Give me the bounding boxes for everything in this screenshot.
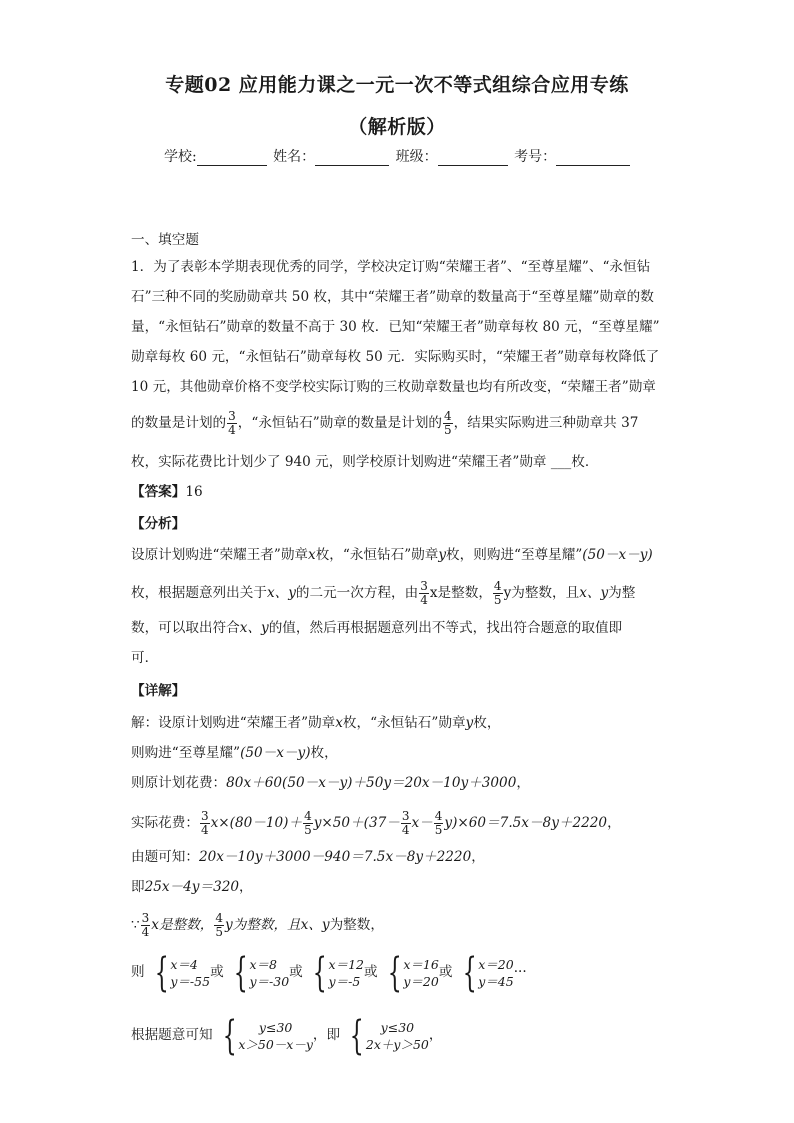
name-blank (315, 151, 389, 166)
answer-value: 16 (185, 484, 203, 500)
analysis-line: 数，可以取出符合x、y的值，然后再根据题意列出不等式，找出符合题意的取值即 (131, 620, 623, 636)
page-subtitle: （解析版） (348, 116, 446, 138)
detail-line: 实际花费： $\frac{3}{4}$ x×(80－10)＋ $\frac{4}{5}$ y×50＋(37－ $\frac{3}{4}$ x－ $\frac{4}{5}$ y)×60＝7.5x－8y＋2220， (131, 809, 621, 837)
fraction: $\frac{3}{4}$ (228, 409, 236, 437)
question-line: 1．为了表彰本学期表现优秀的同学，学校决定订购“荣耀王者”、“至尊星耀”、“永恒钻 (131, 259, 651, 275)
inequality-system: y≤30 2x＋y＞50 (365, 1019, 429, 1052)
fraction: $\frac{4}{5}$ (444, 409, 452, 437)
equation-system: x＝4 y＝-55 (170, 956, 211, 989)
equation-system: x＝20 y＝45 (478, 956, 514, 989)
detail-label: 【详解】 (131, 683, 186, 699)
analysis-label: 【分析】 (131, 516, 186, 532)
name-label: 姓名： (273, 149, 316, 165)
question-line: 的数量是计划的 $\frac{3}{4}$ ，“永恒钻石”勋章的数量是计划的 $\frac{4}{5}$ ，结果实际购进三种勋章共 37 (131, 409, 639, 437)
detail-line: 则购进“至尊星耀”(50－x－y)枚， (131, 745, 338, 761)
answer-line (131, 482, 203, 502)
equation-system: x＝8 y＝-30 (249, 956, 290, 989)
detail-line: 即25x－4y＝320， (131, 879, 253, 895)
equation-system: x＝12 y＝-5 (328, 956, 364, 989)
answer-label: 【答案】 (131, 484, 186, 500)
school-label: 学校: (164, 149, 197, 165)
section-heading: 一、填空题 (131, 232, 199, 248)
detail-inequality-line: 根据题意可知 { y≤30 x＞50－x－y ，即 { y≤30 2x＋y＞50 ， (131, 1012, 443, 1059)
school-blank (197, 151, 267, 166)
question-line: 勋章每枚 60 元，“永恒钻石”勋章每枚 50 元．实际购买时，“荣耀王者”勋章每枚降低了 (131, 349, 660, 365)
detail-solutions-line: 则 { x＝4 y＝-55 或 { x＝8 y＝-30 或 { x＝12 y＝-5 或 { x＝16 y＝20 或 { x＝20 y＝45 ··· (131, 949, 527, 996)
detail-line: 解：设原计划购进“荣耀王者”勋章x枚，“永恒钻石”勋章y枚， (131, 715, 501, 731)
question-line: 量，“永恒钻石”勋章的数量不高于 30 枚．已知“荣耀王者”勋章每枚 80 元，“至尊星耀” (131, 319, 660, 335)
page-title: 专题02 应用能力课之一元一次不等式组综合应用专练 (165, 74, 629, 96)
number-label: 考号： (514, 149, 557, 165)
detail-line: 则原计划花费：80x＋60(50－x－y)＋50y＝20x－10y＋3000， (131, 775, 530, 791)
question-line: 10 元，其他勋章价格不变学校实际订购的三枚勋章数量也均有所改变，“荣耀王者”勋章 (131, 379, 656, 395)
class-label: 班级： (395, 149, 438, 165)
question-line: 石”三种不同的奖励勋章共 50 枚，其中“荣耀王者”勋章的数量高于“至尊星耀”勋章的数 (131, 289, 654, 305)
analysis-line: 可． (131, 650, 159, 666)
number-blank (556, 151, 630, 166)
analysis-line: 设原计划购进“荣耀王者”勋章x枚，“永恒钻石”勋章y枚，则购进“至尊星耀”(50－x－y) (131, 547, 653, 563)
analysis-line: 枚，根据题意列出关于x、y的二元一次方程，由 $\frac{3}{4}$ x是整数， $\frac{4}{5}$ y为整数，且x、y为整 (131, 579, 636, 607)
question-line: 枚，实际花费比计划少了 940 元，则学校原计划购进“荣耀王者”勋章 ___枚． (131, 454, 599, 470)
inequality-system: y≤30 x＞50－x－y (238, 1019, 313, 1052)
detail-line: 由题可知：20x－10y＋3000－940＝7.5x－8y＋2220， (131, 849, 485, 865)
class-blank (438, 151, 508, 166)
student-info-line (164, 146, 630, 166)
equation-system: x＝16 y＝20 (403, 956, 439, 989)
detail-line: ∵ $\frac{3}{4}$ x是整数， $\frac{4}{5}$ y为整数，且x、y为整数， (131, 911, 384, 939)
